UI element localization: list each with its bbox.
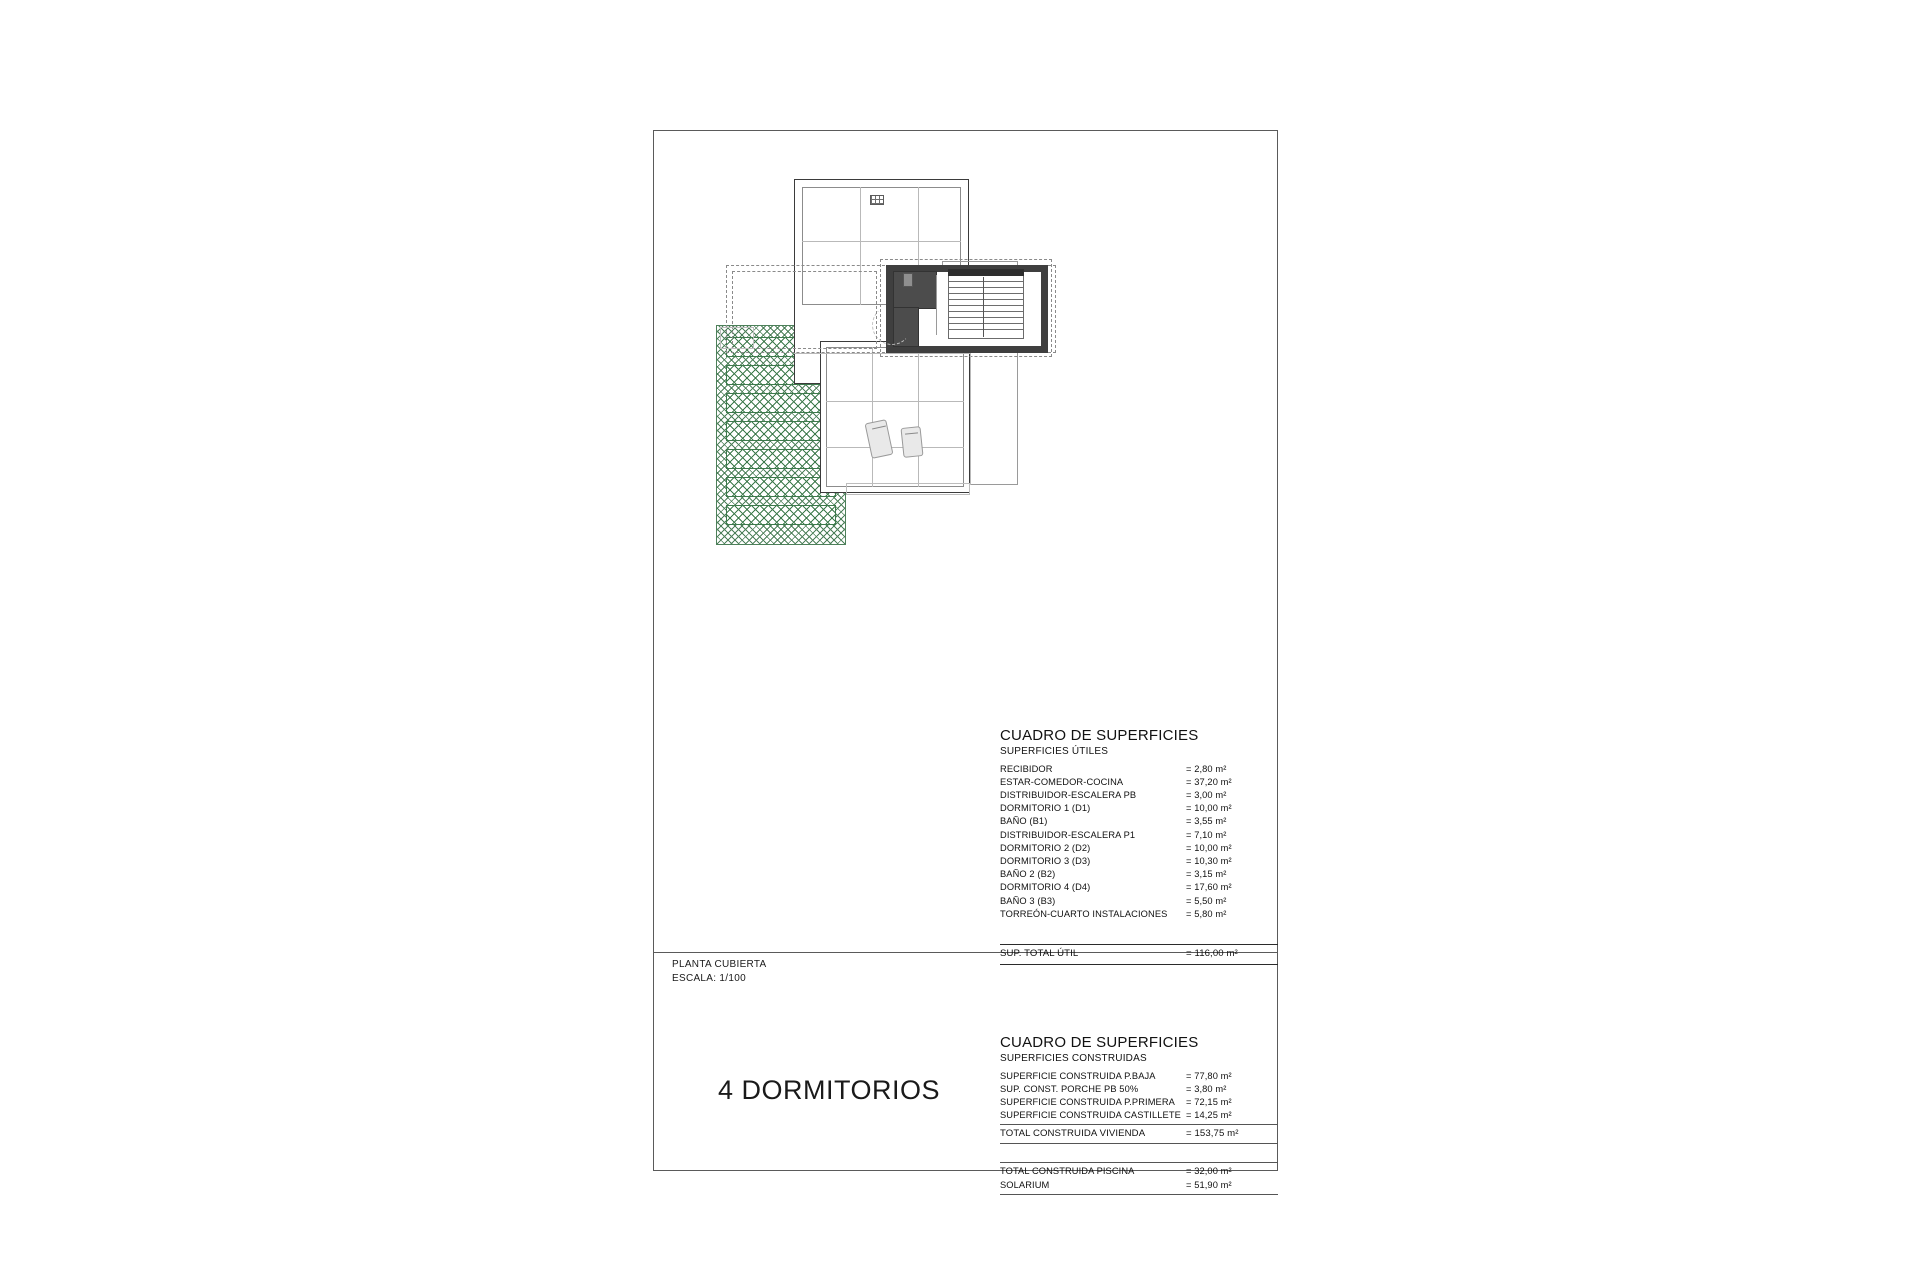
row-value: = 3,15 m² — [1186, 869, 1227, 880]
row-value: = 3,80 m² — [1186, 1083, 1227, 1094]
stair-step — [949, 293, 1023, 294]
row-label: SOLARIUM — [1000, 1179, 1050, 1190]
surface-table-utiles — [1000, 728, 1278, 967]
stair-direction-arrow — [936, 275, 937, 335]
frame-left-border — [653, 130, 654, 1170]
table-row — [1000, 855, 1278, 868]
row-value: = 77,80 m² — [1186, 1070, 1232, 1081]
row-label: TOTAL CONSTRUIDA PISCINA — [1000, 1166, 1135, 1177]
lower-terrace-outline — [846, 483, 970, 495]
extra-bottom-rule — [1000, 1194, 1278, 1195]
stair-step — [949, 287, 1023, 288]
table-row — [1000, 789, 1278, 802]
pergola-slat-7 — [726, 505, 836, 525]
stair-step — [949, 281, 1023, 282]
table-total-row — [1000, 947, 1278, 961]
table-total-divider — [1000, 944, 1278, 945]
table-row — [1000, 1179, 1278, 1192]
plan-caption — [672, 958, 767, 986]
stair-rail — [983, 277, 984, 337]
row-value: = 10,00 m² — [1186, 842, 1232, 853]
lower-grid-v2 — [918, 347, 919, 487]
row-label: ESTAR-COMEDOR-COCINA — [1000, 776, 1124, 787]
construidas-bottom-rule — [1000, 1143, 1278, 1144]
row-value: = 3,00 m² — [1186, 789, 1227, 800]
table-row — [1000, 895, 1278, 908]
stair-step — [949, 305, 1023, 306]
table-total-row — [1000, 1127, 1278, 1141]
table-row — [1000, 763, 1278, 776]
total-label: SUP. TOTAL ÚTIL — [1000, 947, 1079, 959]
roof-edge-line — [970, 353, 971, 485]
plan-caption-scale: ESCALA: 1/100 — [672, 973, 746, 984]
table-bottom-rule — [1000, 964, 1278, 965]
row-label: DORMITORIO 1 (D1) — [1000, 803, 1091, 814]
table-row — [1000, 868, 1278, 881]
row-label: BAÑO 2 (B2) — [1000, 869, 1056, 880]
surface-table-construidas — [1000, 1035, 1278, 1197]
table-row — [1000, 815, 1278, 828]
table-row — [1000, 908, 1278, 921]
row-label: DORMITORIO 3 (D3) — [1000, 855, 1091, 866]
access-dashed-curve — [872, 305, 912, 345]
row-value: = 10,00 m² — [1186, 803, 1232, 814]
table-row — [1000, 1083, 1278, 1096]
row-label: SUPERFICIE CONSTRUIDA CASTILLETE — [1000, 1110, 1181, 1121]
table-row — [1000, 1165, 1278, 1178]
roof-ridge-line — [794, 353, 970, 354]
table-row — [1000, 1109, 1278, 1122]
frame-top-border — [653, 130, 1278, 131]
total-label: TOTAL CONSTRUIDA VIVIENDA — [1000, 1128, 1146, 1140]
stair-step — [949, 311, 1023, 312]
west-wing-small-box — [720, 327, 754, 349]
row-value: = 51,90 m² — [1186, 1179, 1232, 1190]
table-subtitle-construidas: SUPERFICIES CONSTRUIDAS — [1000, 1052, 1147, 1064]
total-value: = 116,00 m² — [1186, 947, 1238, 959]
row-value: = 5,80 m² — [1186, 908, 1227, 919]
table-title-construidas: CUADRO DE SUPERFICIES — [1000, 1034, 1199, 1051]
row-value: = 7,10 m² — [1186, 829, 1227, 840]
stair-step — [949, 299, 1023, 300]
extra-top-rule — [1000, 1162, 1278, 1163]
table-row — [1000, 829, 1278, 842]
row-value: = 72,15 m² — [1186, 1096, 1232, 1107]
row-label: DISTRIBUIDOR-ESCALERA P1 — [1000, 829, 1136, 840]
row-value: = 14,25 m² — [1186, 1110, 1232, 1121]
table-title-utiles: CUADRO DE SUPERFICIES — [1000, 727, 1199, 744]
frame-right-border — [1277, 130, 1278, 1170]
row-label: SUPERFICIE CONSTRUIDA P.PRIMERA — [1000, 1096, 1175, 1107]
table-subtitle-utiles: SUPERFICIES ÚTILES — [1000, 745, 1109, 757]
row-label: BAÑO (B1) — [1000, 816, 1048, 827]
table-row — [1000, 802, 1278, 815]
construidas-total-divider — [1000, 1124, 1278, 1125]
row-value: = 5,50 m² — [1186, 895, 1227, 906]
total-value: = 153,75 m² — [1186, 1128, 1239, 1140]
row-label: RECIBIDOR — [1000, 763, 1053, 774]
row-label: DORMITORIO 2 (D2) — [1000, 842, 1091, 853]
row-value: = 37,20 m² — [1186, 776, 1232, 787]
table-row — [1000, 776, 1278, 789]
row-label: BAÑO 3 (B3) — [1000, 895, 1056, 906]
stair-landing-top — [948, 269, 1024, 276]
table-rows-construidas — [1000, 1070, 1278, 1123]
table-rows-utiles — [1000, 763, 1278, 921]
table-row — [1000, 1070, 1278, 1083]
row-value: = 2,80 m² — [1186, 763, 1227, 774]
instalaciones-room — [893, 271, 937, 309]
lounger-2 — [900, 426, 923, 458]
row-label: TORREÓN-CUARTO INSTALACIONES — [1000, 908, 1168, 919]
row-value: = 32,00 m² — [1186, 1166, 1232, 1177]
row-value: = 10,30 m² — [1186, 855, 1232, 866]
row-label: SUPERFICIE CONSTRUIDA P.BAJA — [1000, 1070, 1156, 1081]
row-label: DISTRIBUIDOR-ESCALERA PB — [1000, 789, 1137, 800]
row-label: SUP. CONST. PORCHE PB 50% — [1000, 1083, 1139, 1094]
lower-grid-v1 — [872, 347, 873, 487]
roof-grid-h1 — [802, 241, 961, 242]
instalaciones-door-jamb — [903, 273, 913, 287]
row-label: DORMITORIO 4 (D4) — [1000, 882, 1091, 893]
row-value: = 3,55 m² — [1186, 816, 1227, 827]
table-row — [1000, 842, 1278, 855]
stair-step — [949, 329, 1023, 330]
stair-step — [949, 323, 1023, 324]
page-title: 4 DORMITORIOS — [718, 1075, 941, 1105]
skylight-symbol — [870, 195, 884, 205]
table-row — [1000, 881, 1278, 894]
lower-grid-h1 — [826, 401, 964, 402]
table-row — [1000, 1096, 1278, 1109]
row-value: = 17,60 m² — [1186, 882, 1232, 893]
plan-caption-name: PLANTA CUBIERTA — [672, 959, 767, 970]
lower-roof-inner — [826, 347, 964, 487]
roof-plan-drawing — [690, 175, 1250, 625]
lower-grid-h2 — [826, 447, 964, 448]
stair-step — [949, 317, 1023, 318]
